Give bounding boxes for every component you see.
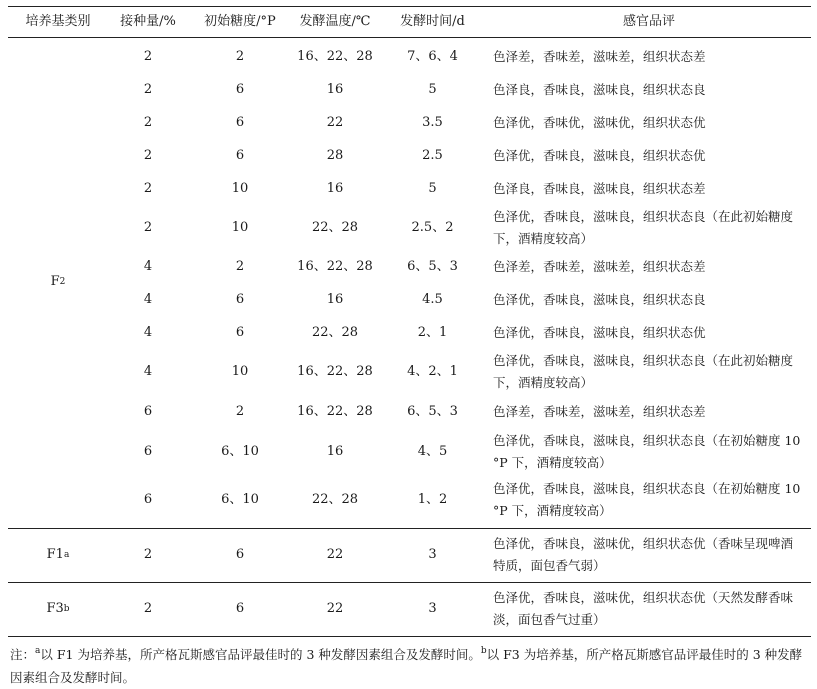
cell-time: 4.5 <box>422 291 443 307</box>
cell-sensory: 色泽优，香味良，滋味良，组织状态优 <box>493 147 706 163</box>
cell-initial-sugar: 6 <box>235 601 245 617</box>
table-footnote: 注：$^a$以 F1 为培养基，所产格瓦斯感官品评最佳时的 3 种发酵因素组合及发酵时间。$^b$以 F3 为培养基，所产格瓦斯感官品评最佳时的 3 种发酵因素组合及发酵时间。 <box>10 646 803 685</box>
cell-temperature: 16、22、28 <box>297 364 373 380</box>
header-medium-type: 培养基类别 <box>25 14 91 30</box>
cell-inoculum: 2 <box>143 114 153 130</box>
cell-initial-sugar: 6 <box>235 147 245 163</box>
header-rule <box>8 37 811 38</box>
cell-inoculum: 6 <box>143 403 153 419</box>
cell-time: 5 <box>428 81 437 97</box>
cell-time: 2、1 <box>417 324 448 340</box>
cell-initial-sugar: 6 <box>235 547 245 563</box>
cell-sensory: 色泽差，香味差，滋味差，组织状态差 <box>493 258 706 274</box>
cell-sensory: 色泽优，香味良，滋味良，组织状态良（在初始糖度 10 °P 下，酒精度较高） <box>493 481 801 518</box>
cell-temperature: 22 <box>326 114 344 130</box>
cell-inoculum: 2 <box>143 48 153 64</box>
cell-time: 4、2、1 <box>407 364 458 380</box>
cell-inoculum: 2 <box>143 180 153 196</box>
cell-inoculum: 4 <box>143 324 153 340</box>
cell-temperature: 16、22、28 <box>297 258 373 274</box>
cell-initial-sugar: 2 <box>235 48 245 64</box>
cell-temperature: 16 <box>326 81 344 97</box>
header-temperature: 发酵温度/℃ <box>299 14 371 30</box>
cell-time: 6、5、3 <box>407 258 458 274</box>
cell-time: 1、2 <box>417 492 448 508</box>
cell-inoculum: 6 <box>143 444 153 460</box>
cell-temperature: 16、22、28 <box>297 48 373 64</box>
cell-time: 3.5 <box>422 114 443 130</box>
cell-temperature: 16、22、28 <box>297 403 373 419</box>
cell-initial-sugar: 2 <box>235 258 245 274</box>
cell-sensory: 色泽差，香味差，滋味差，组织状态差 <box>493 403 706 419</box>
table-top-rule <box>8 6 811 7</box>
cell-inoculum: 2 <box>143 147 153 163</box>
cell-temperature: 28 <box>326 147 344 163</box>
cell-sensory: 色泽差，香味差，滋味差，组织状态差 <box>493 48 706 64</box>
cell-inoculum: 4 <box>143 258 153 274</box>
cell-temperature: 22 <box>326 547 344 563</box>
cell-time: 7、6、4 <box>407 48 458 64</box>
cell-time: 6、5、3 <box>407 403 458 419</box>
cell-temperature: 16 <box>326 444 344 460</box>
header-inoculum: 接种量/% <box>120 14 176 30</box>
cell-initial-sugar: 6 <box>235 324 245 340</box>
medium-label-f3: F3 b <box>46 601 70 617</box>
cell-temperature: 22、28 <box>311 324 359 340</box>
cell-initial-sugar: 10 <box>231 180 249 196</box>
cell-sensory: 色泽优，香味良，滋味良，组织状态良（在此初始糖度下，酒精度较高） <box>493 208 794 246</box>
cell-time: 3 <box>428 601 437 617</box>
cell-sensory: 色泽优，香味良，滋味良，组织状态良（在此初始糖度下，酒精度较高） <box>493 353 794 390</box>
cell-sensory: 色泽良，香味良，滋味良，组织状态良 <box>493 81 706 97</box>
cell-time: 4、5 <box>417 444 448 460</box>
section-rule-f3 <box>8 582 811 583</box>
cell-initial-sugar: 6 <box>235 81 245 97</box>
cell-initial-sugar: 6、10 <box>221 444 259 460</box>
cell-inoculum: 2 <box>143 547 153 563</box>
cell-temperature: 16 <box>326 180 344 196</box>
cell-temperature: 16 <box>326 291 344 307</box>
medium-label-f1: F1 a <box>46 547 70 563</box>
cell-initial-sugar: 10 <box>231 364 249 380</box>
header-time: 发酵时间/d <box>400 14 465 30</box>
cell-sensory: 色泽优，香味良，滋味良，组织状态优 <box>493 324 706 340</box>
cell-inoculum: 2 <box>143 601 153 617</box>
cell-sensory: 色泽优，香味良，滋味优，组织状态优（天然发酵香味淡，面包香气过重） <box>493 590 794 627</box>
cell-temperature: 22 <box>326 601 344 617</box>
cell-temperature: 22、28 <box>311 492 359 508</box>
section-rule-f1 <box>8 528 811 529</box>
cell-sensory: 色泽优，香味良，滋味优，组织状态优（香味呈现啤酒特质，面包香气弱） <box>493 536 794 573</box>
cell-sensory: 色泽优，香味良，滋味良，组织状态良（在初始糖度 10 °P 下，酒精度较高） <box>493 433 801 470</box>
cell-initial-sugar: 2 <box>235 403 245 419</box>
cell-inoculum: 6 <box>143 492 153 508</box>
cell-initial-sugar: 6、10 <box>221 492 259 508</box>
cell-time: 2.5、2 <box>411 219 454 235</box>
cell-time: 3 <box>428 547 437 563</box>
header-sensory: 感官品评 <box>622 14 675 30</box>
cell-initial-sugar: 10 <box>231 219 249 235</box>
cell-inoculum: 2 <box>143 81 153 97</box>
cell-inoculum: 4 <box>143 291 153 307</box>
cell-sensory: 色泽优，香味优，滋味优，组织状态优 <box>493 114 706 130</box>
table-bottom-rule <box>8 636 811 637</box>
cell-temperature: 22、28 <box>311 219 359 235</box>
medium-label-f2: F 2 <box>50 274 66 290</box>
cell-inoculum: 2 <box>143 219 153 235</box>
cell-sensory: 色泽良，香味良，滋味良，组织状态差 <box>493 180 706 196</box>
cell-time: 2.5 <box>422 147 443 163</box>
cell-initial-sugar: 6 <box>235 291 245 307</box>
header-initial-sugar: 初始糖度/°P <box>204 14 276 30</box>
cell-sensory: 色泽优，香味良，滋味良，组织状态良 <box>493 291 706 307</box>
cell-initial-sugar: 6 <box>235 114 245 130</box>
cell-inoculum: 4 <box>143 364 153 380</box>
cell-time: 5 <box>428 180 437 196</box>
